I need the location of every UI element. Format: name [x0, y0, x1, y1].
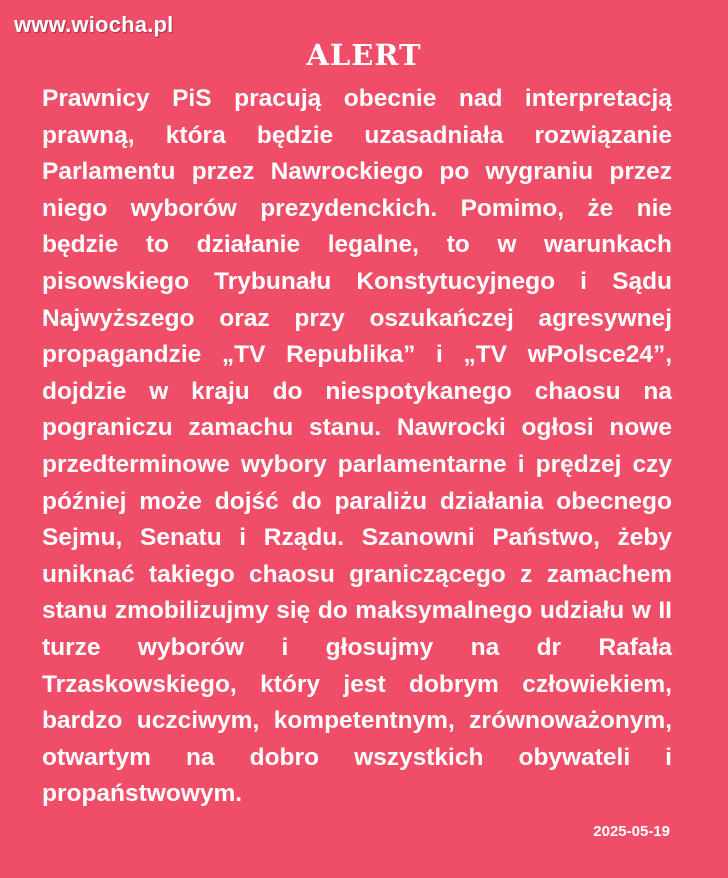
alert-message: Prawnicy PiS pracują obecnie nad interpretacją prawną, która będzie uzasadniała rozwiązanie Parlamentu przez Nawrockiego po wygraniu przez niego wyborów prezydenckich. Pomimo, że nie będzie to działanie legalne, to w warunkach pisowskiego Trybunału Konstytucyjnego i Sądu Najwyższego oraz przy oszukańczej agresywnej propagandzie „TV Republika” i „TV wPolsce24”, dojdzie w kraju do niespotykanego chaosu na pograniczu zamachu stanu. Nawrocki ogłosi nowe przedterminowe wybory parlamentarne i prędzej czy później może dojść do paraliżu działania obecnego Sejmu, Senatu i Rządu. Szanowni Państwo, żeby uniknać takiego chaosu graniczącego z zamachem stanu zmobilizujmy się do maksymalnego udziału w II turze wyborów i głosujmy na dr Rafała Trzaskowskiego, który jest dobrym człowiekiem, bardzo uczciwym, kompetentnym, zrównoważonym, otwartym na dobro wszystkich obywateli i propaństwowym. — [42, 85, 672, 808]
alert-title: ALERT — [306, 38, 422, 72]
post-date: 2025-05-19 — [593, 823, 670, 840]
site-watermark: www.wiocha.pl — [14, 12, 174, 37]
